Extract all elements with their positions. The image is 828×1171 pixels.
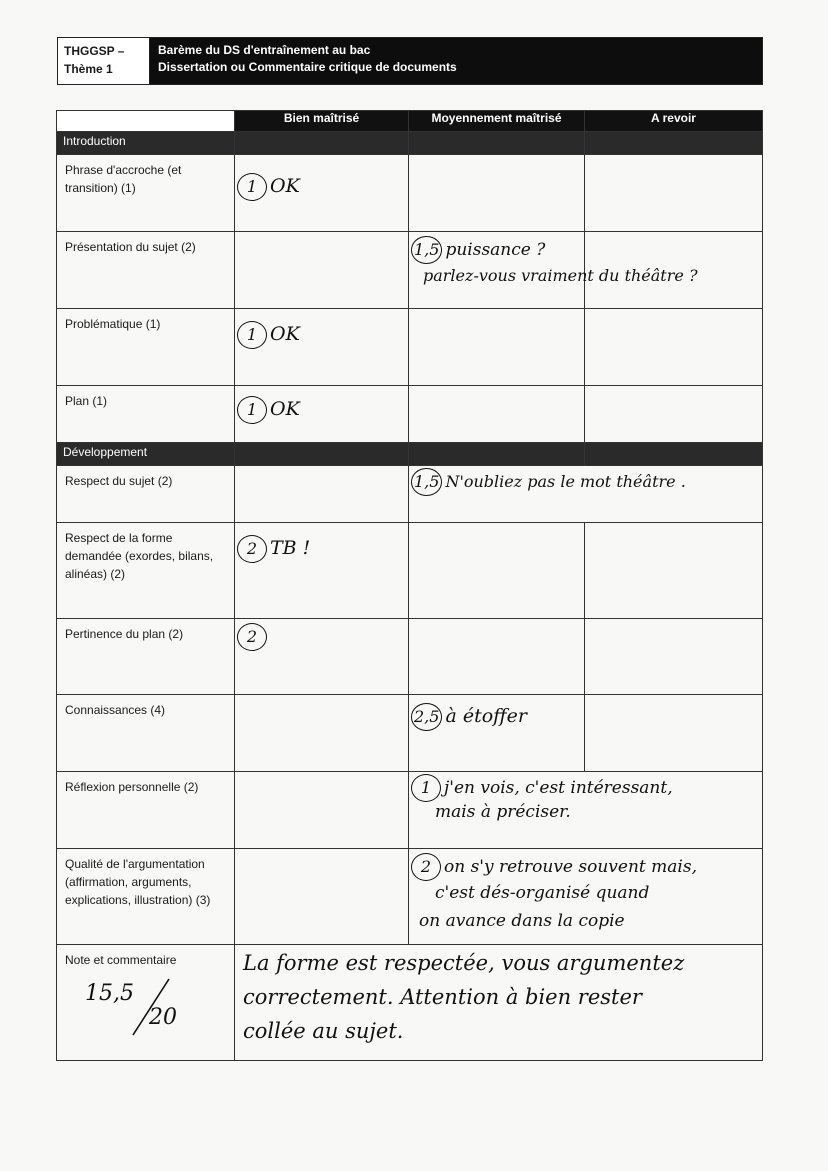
handwritten-mark	[237, 321, 300, 349]
section-row-intro	[57, 132, 763, 155]
score-circle: 1	[237, 396, 267, 424]
cell-review	[585, 309, 763, 386]
criterion-label: Réflexion personnelle (2)	[57, 772, 235, 849]
handwritten-comment: TB !	[270, 537, 311, 559]
column-header-blank	[57, 111, 235, 132]
final-row	[57, 945, 763, 1061]
handwritten-mark	[411, 703, 527, 731]
cell-review	[585, 386, 763, 443]
handwritten-mark	[411, 774, 673, 802]
criterion-label: Pertinence du plan (2)	[57, 619, 235, 695]
cell-medium	[409, 695, 585, 772]
table-row	[57, 619, 763, 695]
table-row	[57, 232, 763, 309]
cell-good	[235, 849, 409, 945]
final-comment-line: La forme est respectée, vous argumentez	[243, 951, 685, 975]
course-code-line1: THGGSP –	[64, 44, 125, 58]
column-header-medium: Moyennement maîtrisé	[409, 111, 585, 132]
title-line1: Barème du DS d'entraînement au bac	[158, 43, 371, 57]
handwritten-comment: puissance ?	[445, 240, 546, 260]
table-row	[57, 695, 763, 772]
grading-table	[56, 110, 763, 1061]
handwritten-mark	[237, 396, 300, 424]
column-header-review: A revoir	[585, 111, 763, 132]
table-row	[57, 466, 763, 523]
cell-good	[235, 386, 409, 443]
table-row	[57, 155, 763, 232]
score-circle: 2	[411, 853, 441, 881]
criterion-label: Plan (1)	[57, 386, 235, 443]
criterion-label: Problématique (1)	[57, 309, 235, 386]
score-circle: 1,5	[411, 468, 442, 496]
final-comment-line: correctement. Attention à bien rester	[243, 985, 642, 1009]
score-circle: 1	[237, 321, 267, 349]
header-box	[57, 37, 763, 85]
handwritten-comment: à étoffer	[445, 705, 527, 727]
final-label-cell	[57, 945, 235, 1061]
handwritten-comment: parlez-vous vraiment du théâtre ?	[423, 266, 698, 285]
handwritten-comment: OK	[270, 323, 300, 345]
column-header-good: Bien maîtrisé	[235, 111, 409, 132]
cell-review	[585, 619, 763, 695]
table-row	[57, 523, 763, 619]
cell-medium	[409, 523, 585, 619]
title-line2: Dissertation ou Commentaire critique de documents	[158, 60, 457, 74]
handwritten-comment: OK	[270, 175, 300, 197]
final-label: Note et commentaire	[65, 953, 177, 967]
handwritten-mark	[411, 236, 545, 264]
cell-medium	[409, 772, 763, 849]
table-row	[57, 772, 763, 849]
final-comment-cell	[235, 945, 763, 1061]
handwritten-comment: mais à préciser.	[435, 802, 571, 822]
handwritten-comment: on s'y retrouve souvent mais,	[444, 857, 697, 877]
cell-review	[585, 155, 763, 232]
cell-medium	[409, 155, 585, 232]
cell-good	[235, 695, 409, 772]
cell-medium	[409, 849, 763, 945]
criterion-label: Connaissances (4)	[57, 695, 235, 772]
handwritten-comment: c'est dés-organisé quand	[435, 883, 650, 903]
page-title	[150, 38, 762, 84]
cell-medium	[409, 466, 763, 523]
score-circle: 1,5	[411, 236, 442, 264]
score-circle: 1	[237, 173, 267, 201]
final-comment-line: collée au sujet.	[243, 1019, 404, 1043]
cell-medium	[409, 386, 585, 443]
handwritten-mark	[237, 535, 310, 563]
course-code-line2: Thème 1	[64, 62, 113, 76]
table-row	[57, 849, 763, 945]
handwritten-comment: OK	[270, 398, 300, 420]
score-circle: 2	[237, 623, 267, 651]
handwritten-mark	[237, 173, 300, 201]
criterion-label: Qualité de l'argumentation (affirmation, arguments, explications, illustration) (3)	[57, 849, 235, 945]
cell-good	[235, 523, 409, 619]
section-label-dev: Développement	[57, 443, 235, 466]
handwritten-comment: N'oubliez pas le mot théâtre .	[445, 472, 686, 491]
cell-good	[235, 232, 409, 309]
handwritten-mark	[411, 853, 697, 881]
criterion-label: Présentation du sujet (2)	[57, 232, 235, 309]
score-circle: 2	[237, 535, 267, 563]
section-label-intro: Introduction	[57, 132, 235, 155]
cell-good	[235, 619, 409, 695]
final-grade-numerator: 15,5	[85, 981, 134, 1006]
handwritten-comment: on avance dans la copie	[419, 911, 625, 931]
handwritten-mark	[237, 623, 270, 651]
section-row-dev	[57, 443, 763, 466]
final-grade-denominator: 20	[149, 1005, 177, 1030]
score-circle: 2,5	[411, 703, 442, 731]
cell-review	[585, 695, 763, 772]
handwritten-mark	[411, 468, 686, 496]
course-code	[58, 38, 150, 84]
cell-good	[235, 772, 409, 849]
table-row	[57, 309, 763, 386]
cell-good	[235, 466, 409, 523]
cell-review	[585, 523, 763, 619]
cell-review	[585, 232, 763, 309]
cell-medium	[409, 619, 585, 695]
column-header-row	[57, 111, 763, 132]
criterion-label: Respect de la forme demandée (exordes, bilans, alinéas) (2)	[57, 523, 235, 619]
table-row	[57, 386, 763, 443]
cell-medium	[409, 232, 698, 309]
cell-good	[235, 309, 409, 386]
cell-good	[235, 155, 409, 232]
score-circle: 1	[411, 774, 441, 802]
handwritten-comment: j'en vois, c'est intéressant,	[444, 778, 673, 798]
criterion-label: Respect du sujet (2)	[57, 466, 235, 523]
criterion-label: Phrase d'accroche (et transition) (1)	[57, 155, 235, 232]
cell-medium	[409, 309, 585, 386]
